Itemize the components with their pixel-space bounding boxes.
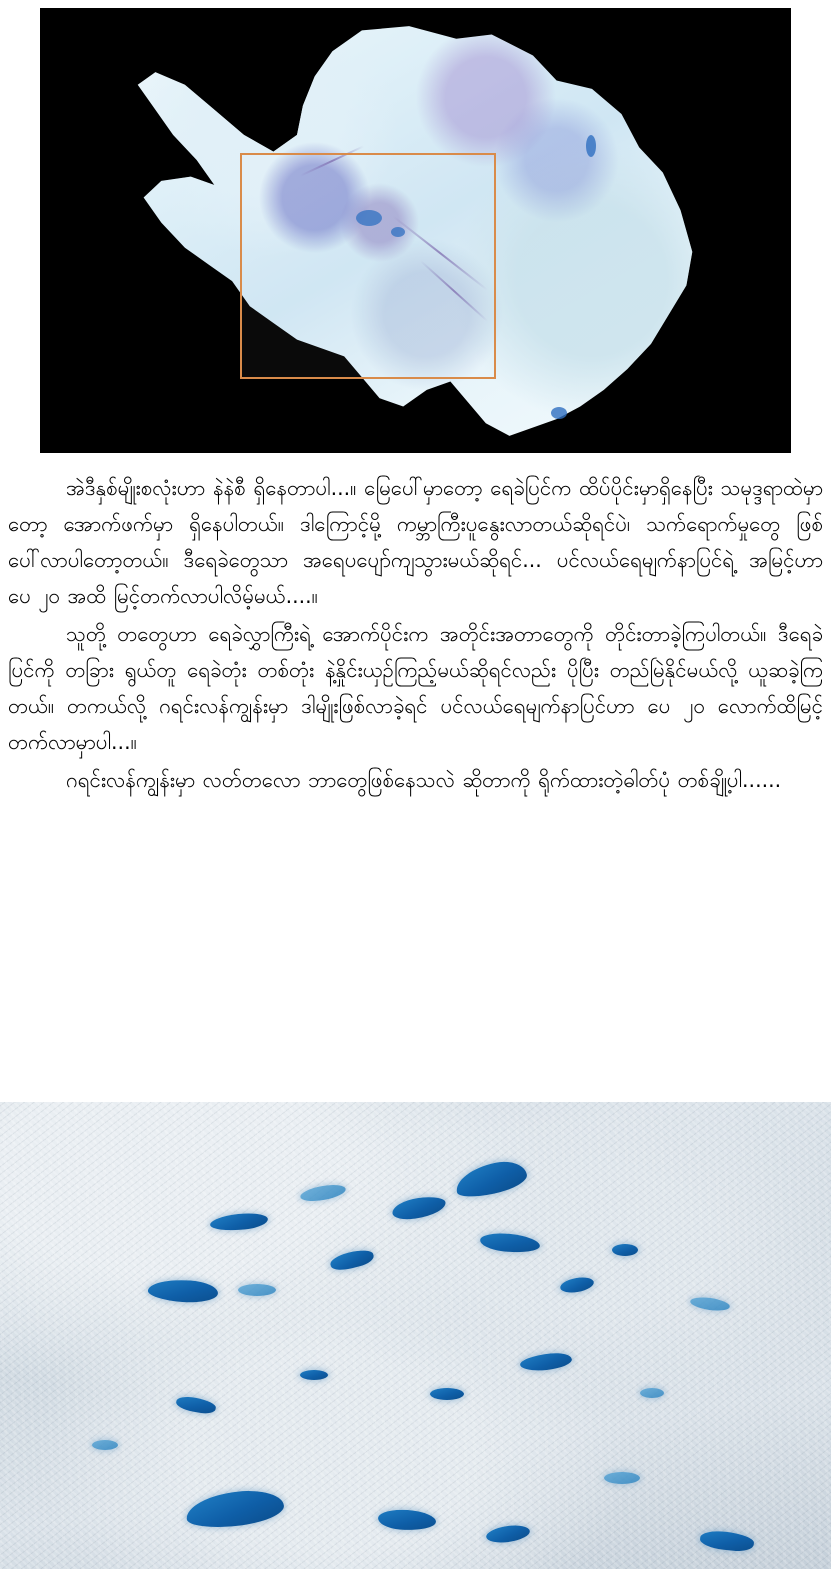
meltwater-speck xyxy=(551,407,567,419)
meltwater-lake xyxy=(640,1388,664,1398)
paragraph: သူတို့ တတွေဟာ ရေခဲလွှာကြီးရဲ့ အောက်ပိုင်းက အတိုင်းအတာတွေကို တိုင်းတာခဲ့ကြပါတယ်။ ဒီရေခဲပြင်ကို တခြား ရွယ်တူ ရေခဲတုံး တစ်တုံး နဲ့နှိုင်းယှဉ်ကြည့်မယ်ဆိုရင်လည်း ပိုပြီး တည်မြဲနိုင်မယ်လို့ ယူဆခဲ့ကြတယ်။ တကယ်လို့ ဂရင်းလန်ကျွန်းမှာ ဒါမျိုးဖြစ်လာခဲ့ရင် ပင်လယ်ရေမျက်နာပြင်ဟာ ပေ ၂၀ လောက်ထိမြင့်တက်လာမှာပါ...။ xyxy=(8,622,823,754)
ice-surface-texture xyxy=(0,1102,831,1569)
meltwater-lake xyxy=(612,1244,638,1256)
paragraph: အဲဒီနှစ်မျိုးစလုံးဟာ နဲနဲစီ ရှိနေတာပါ...။ မြေပေါ်မှာတော့ ရေခဲပြင်က ထိပ်ပိုင်းမှာရှိနေပြီး သမုဒ္ဒရာထဲမှာတော့ အောက်ဖက်မှာ ရှိနေပါတယ်။ ဒါကြောင့်မို့ ကမ္ဘာကြီးပူနွေးလာတယ်ဆိုရင်ပဲ၊ သက်ရောက်မှုတွေ ဖြစ်ပေါ်လာပါတော့တယ်။ ဒီရေခဲတွေသာ အရေပပျော်ကျသွားမယ်ဆိုရင်... ပင်လယ်ရေမျက်နာပြင်ရဲ့ အမြင့်ဟာ ပေ ၂၀ အထိ မြင့်တက်လာပါလိမ့်မယ်....။ xyxy=(8,476,823,608)
region-of-interest-box xyxy=(240,153,496,379)
meltwater-lake xyxy=(430,1388,464,1400)
meltwater-speck xyxy=(586,135,596,157)
meltwater-lake xyxy=(300,1370,328,1380)
article-body xyxy=(8,470,823,800)
meltwater-lake xyxy=(92,1440,118,1450)
paragraph: ဂရင်းလန်ကျွန်းမှာ လတ်တလော ဘာတွေဖြစ်နေသလဲ ဆိုတာကို ရိုက်ထားတဲ့ဓါတ်ပုံ တစ်ချို့ပါ...... xyxy=(66,768,782,792)
meltwater-lake xyxy=(238,1284,276,1296)
figure-meltwater-lakes-aerial-photo xyxy=(0,1102,831,1569)
meltwater-lake xyxy=(604,1472,640,1484)
figure-antarctica-satellite-map xyxy=(40,8,791,453)
